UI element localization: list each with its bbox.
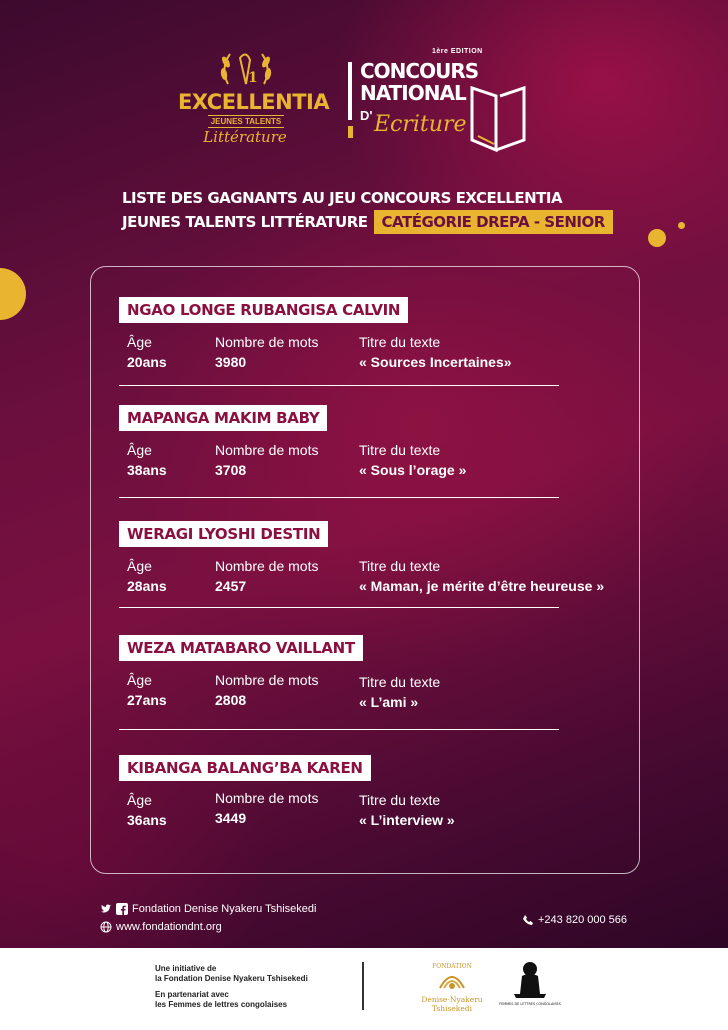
age-label: Âge [127,442,152,458]
words-label: Nombre de mots [215,442,319,458]
title-value: « L’ami » [359,694,419,710]
age-label: Âge [127,334,152,350]
age-label: Âge [127,792,152,808]
social-handle: Fondation Denise Nyakeru Tshisekedi [132,903,317,915]
words-field [215,333,318,373]
social-row [100,900,316,918]
concours-line2: NATIONAL [360,81,466,105]
website-link[interactable]: www.fondationdnt.org [116,921,222,933]
age-label: Âge [127,672,152,688]
concours-d: D' [360,108,373,123]
words-field [215,671,318,711]
words-value: 3708 [215,462,247,478]
title-field [359,791,455,831]
phone-block [522,914,627,926]
title-value: « L’interview » [359,812,455,828]
decorative-dot [648,229,666,247]
initiative-line2: la Fondation Denise Nyakeru Tshisekedi [155,974,308,983]
age-field [127,333,167,373]
fdnt-logo [412,958,492,1016]
footer [0,948,728,1030]
title-label: Titre du texte [359,792,441,808]
age-field [127,557,167,597]
title-field [359,441,466,481]
winner-name: WERAGI LYOSHI DESTIN [119,521,328,547]
words-value: 3449 [215,810,247,826]
decorative-dot-small [678,222,685,229]
age-field [127,791,167,831]
concours-logo [340,48,540,158]
edition-label: 1ère EDITION [432,48,483,55]
concours-script: Ecriture [374,112,467,137]
exclamation-bar [348,62,352,120]
twitter-icon[interactable] [100,903,112,915]
heading-line2-row [122,210,642,234]
fdnt-last-text: Tshisekedi [431,1004,473,1013]
writer-silhouette-icon [499,960,561,1016]
category-badge: CATÉGORIE DREPA - SENIOR [374,210,613,234]
age-value: 20ans [127,354,167,370]
words-field [215,441,318,481]
excellentia-subtitle: JEUNES TALENTS [208,115,284,128]
partner-line1: En partenariat avec [155,990,229,999]
title-value: « Maman, je mérite d’être heureuse » [359,578,605,594]
words-value: 2808 [215,692,247,708]
winner-name: NGAO LONGE RUBANGISA CALVIN [119,297,408,323]
globe-icon [100,921,112,933]
age-label: Âge [127,558,152,574]
title-value: « Sous l’orage » [359,462,467,478]
svg-text:1: 1 [248,70,258,86]
title-value: « Sources Incertaines» [359,354,512,370]
heading-line1: LISTE DES GAGNANTS AU JEU CONCOURS EXCELLENTIA [122,189,563,207]
website-row [100,918,316,936]
words-label: Nombre de mots [215,334,319,350]
age-value: 28ans [127,578,167,594]
words-label: Nombre de mots [215,790,319,806]
separator [119,729,559,730]
initiative-line1: Une initiative de [155,964,217,973]
fdnt-name-text: Denise-Nyakeru [421,995,483,1004]
concours-line1: CONCOURS [360,59,479,83]
separator [119,497,559,498]
words-field [215,557,318,597]
social-block [100,900,316,936]
flc-logo [499,960,561,1016]
page-heading [122,186,642,234]
separator [119,385,559,386]
title-label: Titre du texte [359,334,441,350]
winner-card [119,635,559,710]
fdnt-top-text: FONDATION [432,963,472,970]
facebook-icon[interactable] [116,903,128,915]
heading-line2: JEUNES TALENTS LITTÉRATURE [122,213,368,231]
flc-text: FEMMES DE LETTRES CONGOLAISES [499,1002,561,1006]
laurel-icon [218,48,274,90]
words-label: Nombre de mots [215,558,319,574]
words-value: 3980 [215,354,247,370]
age-field [127,671,167,711]
excellentia-logo [178,48,330,158]
age-value: 27ans [127,692,167,708]
open-book-icon [468,86,530,154]
exclamation-dot [348,126,353,138]
winner-card [119,521,605,594]
age-value: 38ans [127,462,167,478]
winner-card [119,755,559,828]
footer-divider [362,962,364,1010]
age-field [127,441,167,481]
title-field [359,673,440,713]
fdnt-emblem-icon [412,958,492,1016]
winner-card [119,297,559,370]
winner-name: KIBANGA BALANG’BA KAREN [119,755,371,781]
winner-name: MAPANGA MAKIM BABY [119,405,327,431]
title-label: Titre du texte [359,558,441,574]
title-field [359,333,512,373]
phone-number[interactable]: +243 820 000 566 [538,914,628,926]
winner-name: WEZA MATABARO VAILLANT [119,635,363,661]
excellentia-script: Littérature [203,128,287,146]
partner-line2: les Femmes de lettres congolaises [155,1000,288,1009]
winners-panel [90,266,640,874]
decorative-dot-left [0,268,26,320]
phone-icon [522,914,534,926]
title-label: Titre du texte [359,442,441,458]
separator [119,607,559,608]
footer-credits [155,964,308,1010]
age-value: 36ans [127,812,167,828]
winner-card [119,405,559,478]
words-label: Nombre de mots [215,672,319,688]
words-field [215,789,318,829]
excellentia-wordmark: EXCELLENTIA [178,90,330,114]
title-field [359,557,604,597]
words-value: 2457 [215,578,247,594]
title-label: Titre du texte [359,674,441,690]
